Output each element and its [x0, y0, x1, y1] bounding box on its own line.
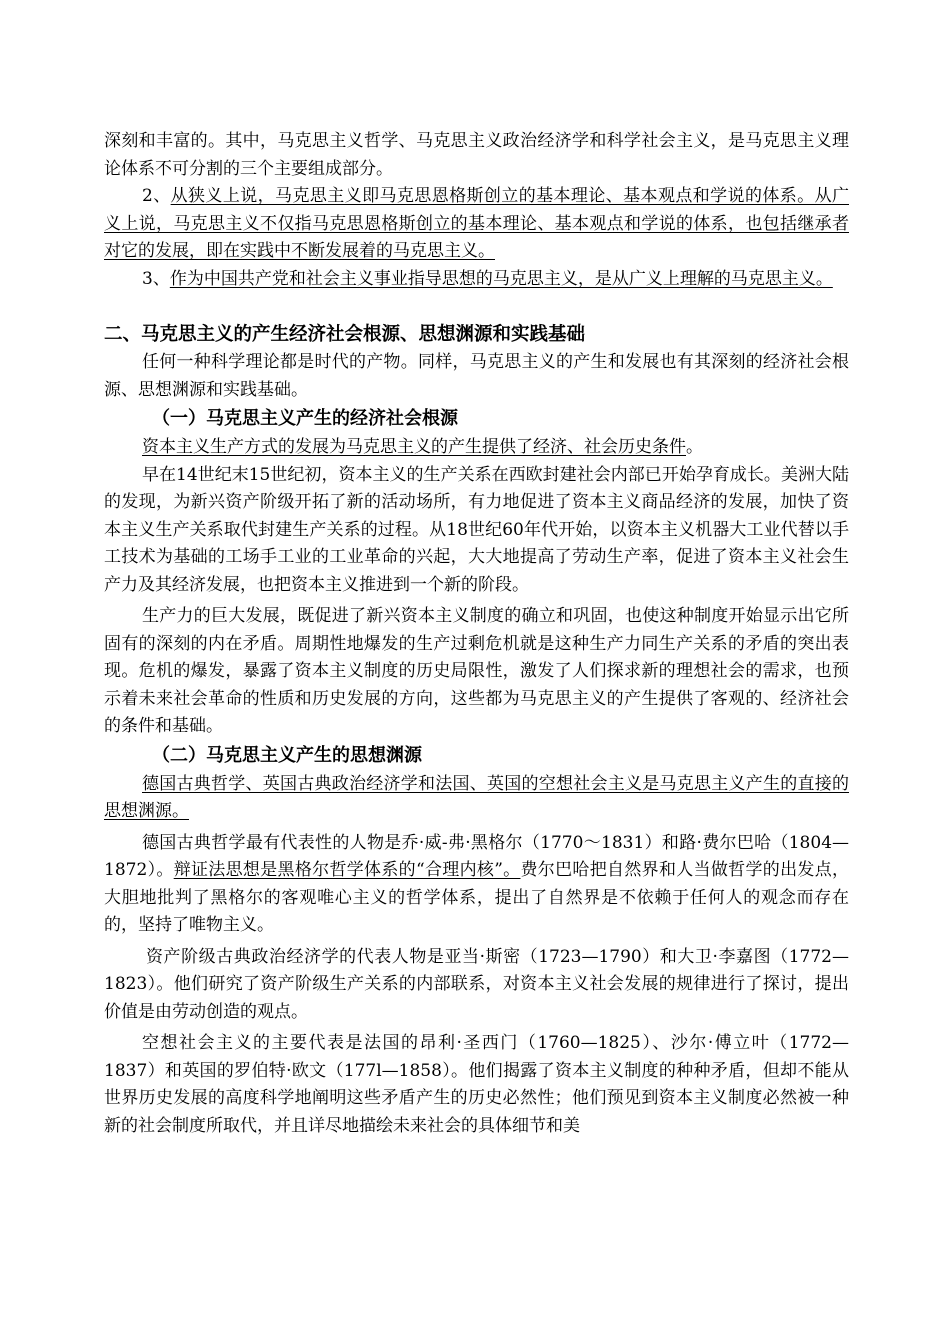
subsection-2-thesis — [104, 771, 849, 826]
point-3-text: 作为中国共产党和社会主义事业指导思想的马克思主义，是从广义上理解的马克思主义。 — [169, 268, 833, 289]
subsection-2-thesis-text: 德国古典哲学、英国古典政治经济学和法国、英国的空想社会主义是马克思主义产生的直接的思想渊源。 — [104, 773, 849, 821]
subsection-1-thesis-text: 资本主义生产方式的发展为马克思主义的产生提供了经济、社会历史条件 — [142, 437, 686, 457]
subsection-2-paragraph-1: 德国古典哲学最有代表性的人物是乔·威-弗·黑格尔（1770～1831）和路·费尔巴哈（1804—1872）。辩证法思想是黑格尔哲学体系的“合理内核”。费尔巴哈把自然界和人当做哲学的出发点，大胆地批判了黑格尔的客观唯心主义的哲学体系，提出了自然界是不依赖于任何人的观念而存在的，坚持了唯物主义。 — [104, 832, 850, 935]
document-page — [104, 128, 849, 1140]
subsection-2-paragraph-3: 空想社会主义的主要代表是法国的昂利·圣西门（1760—1825）、沙尔·傅立叶（1772—1837）和英国的罗伯特·欧文（177l—1858）。他们揭露了资本主义制度的种种矛盾，但却不能从世界历史发展的高度科学地阐明这些矛盾产生的历史必然性；他们预见到资本主义制度必然被一种新的社会制度所取代，并且详尽地描绘未来社会的具体细节和美 — [104, 1033, 849, 1136]
subsection-1-paragraph-1: 早在14世纪末15世纪初，资本主义的生产关系在西欧封建社会内部已开始孕育成长。美洲大陆的发现，为新兴资产阶级开拓了新的活动场所，有力地促进了资本主义商品经济的发展，加快了资本主义生产关系取代封建生产关系的过程。从18世纪60年代开始，以资本主义机器大工业代替以手工技术为基础的工场手工业的工业革命的兴起，大大地提高了劳动生产率，促进了资本主义社会生产力及其经济发展，也把资本主义推进到一个新的阶段。 — [104, 464, 849, 595]
point-3-paragraph — [104, 266, 849, 294]
subsection-2-heading: （二）马克思主义产生的思想渊源 — [152, 744, 422, 766]
subsection-2-paragraph-2: 资产阶级古典政治经济学的代表人物是亚当·斯密（1723—1790）和大卫·李嘉图（1772—1823）。他们研究了资产阶级生产关系的内部联系，对资本主义社会发展的规律进行了探讨，提出价值是由劳动创造的观点。 — [104, 946, 849, 1022]
section-2-heading: 二、马克思主义的产生经济社会根源、思想渊源和实践基础 — [104, 324, 586, 345]
point-2-number: 2、 — [142, 186, 171, 206]
dialectics-note: 辩证法思想是黑格尔哲学体系的“合理内核”。 — [173, 860, 521, 880]
subsection-1-paragraph-2: 生产力的巨大发展，既促进了新兴资本主义制度的确立和巩固，也使这种制度开始显示出它所固有的深刻的内在矛盾。周期性地爆发的生产过剩危机就是这种生产力同生产关系的矛盾的突出表现。危机的爆发，暴露了资本主义制度的历史局限性，激发了人们探求新的理想社会的需求，也预示着未来社会革命的性质和历史发展的方向，这些都为马克思主义的产生提供了客观的、经济社会的条件和基础。 — [104, 606, 849, 736]
point-2-paragraph — [104, 183, 849, 266]
section-2-intro: 任何一种科学理论都是时代的产物。同样，马克思主义的产生和发展也有其深刻的经济社会根源、思想渊源和实践基础。 — [104, 352, 849, 400]
point-3-number: 3、 — [142, 268, 170, 289]
intro-tail-paragraph: 深刻和丰富的。其中，马克思主义哲学、马克思主义政治经济学和科学社会主义，是马克思主义理论体系不可分割的三个主要组成部分。 — [104, 131, 849, 179]
subsection-1-thesis: 资本主义生产方式的发展为马克思主义的产生提供了经济、社会历史条件。 — [142, 437, 703, 457]
point-2-text: 从狭义上说，马克思主义即马克思恩格斯创立的基本理论、基本观点和学说的体系。从广义上说，马克思主义不仅指马克思恩格斯创立的基本理论、基本观点和学说的体系，也包括继承者对它的发展，即在实践中不断发展着的马克思主义。 — [104, 186, 849, 261]
subsection-1-heading: （一）马克思主义产生的经济社会根源 — [152, 408, 458, 429]
